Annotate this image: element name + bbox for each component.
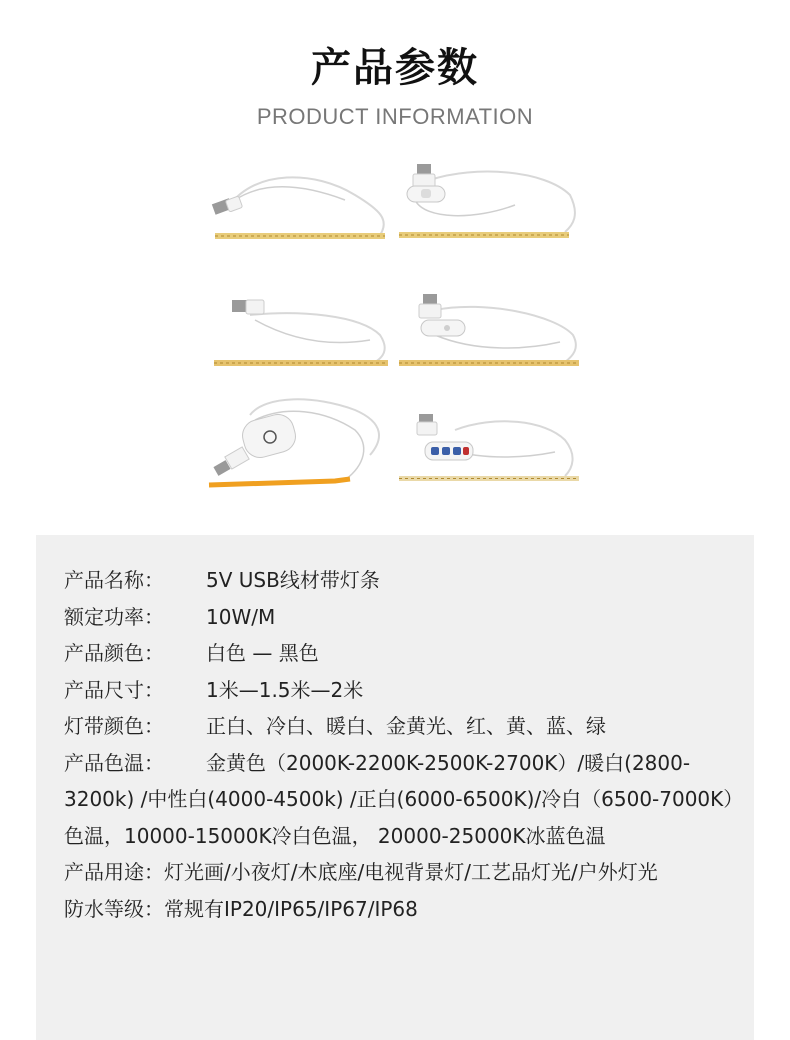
spec-row-strip-color bbox=[64, 708, 734, 745]
product-image-inline-switch bbox=[395, 160, 585, 245]
page-title: 产品参数 bbox=[311, 45, 479, 91]
product-image-plain-short bbox=[210, 290, 395, 370]
spec-value: 灯光画/小夜灯/木底座/电视背景灯/工艺品灯光/户外灯光 bbox=[164, 860, 658, 884]
page-subtitle: PRODUCT INFORMATION bbox=[256, 104, 534, 129]
spec-label: 灯带颜色： bbox=[64, 714, 164, 738]
product-image-touch-dimmer bbox=[205, 395, 395, 495]
spec-value: 5V USB线材带灯条 bbox=[206, 568, 380, 592]
spec-label: 产品名称： bbox=[64, 568, 164, 592]
spec-label: 产品尺寸： bbox=[64, 677, 164, 702]
spec-row-color bbox=[64, 635, 734, 672]
spec-value: 正白、冷白、暖白、金黄光、红、黄、蓝、绿 bbox=[206, 714, 606, 738]
spec-value: 1米—1.5米—2米 bbox=[206, 677, 364, 702]
spec-row-name bbox=[64, 562, 734, 599]
spec-label: 产品色温： bbox=[64, 750, 164, 775]
spec-value: 10W/M bbox=[206, 604, 276, 629]
spec-label: 产品用途： bbox=[64, 860, 164, 884]
product-image-plain-cable bbox=[205, 165, 395, 245]
spec-label: 产品颜色： bbox=[64, 641, 164, 665]
spec-label: 额定功率： bbox=[64, 604, 164, 629]
spec-row-waterproof bbox=[64, 891, 734, 928]
product-image-button-controller bbox=[395, 410, 585, 490]
spec-row-color-temp bbox=[64, 745, 734, 855]
spec-row-usage bbox=[64, 854, 734, 891]
product-image-slide-dimmer bbox=[395, 290, 585, 370]
spec-row-size bbox=[64, 672, 734, 709]
spec-value: 金黄色（2000K-2200K-2500K-2700K）/暖白(2800-3200k) /中性白(4000-4500k) /正白(6000-6500K)/冷白（6500-7000K）色温，10000-15000K冷白色温， 20000-25000K冰蓝色温 bbox=[64, 750, 734, 848]
spec-value: 白色 — 黑色 bbox=[206, 641, 319, 665]
spec-row-power bbox=[64, 599, 734, 636]
spec-list bbox=[64, 562, 734, 927]
spec-label: 防水等级： bbox=[64, 896, 164, 921]
spec-value: 常规有IP20/IP65/IP67/IP68 bbox=[164, 896, 418, 921]
